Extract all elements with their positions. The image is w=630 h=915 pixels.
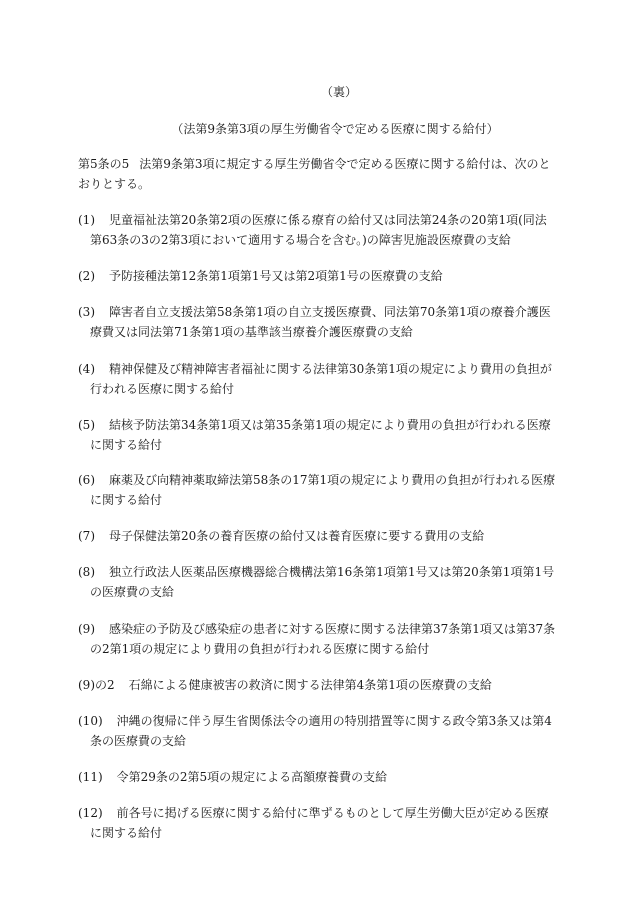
item-number: (7): [78, 529, 95, 543]
item-text: 石綿による健康被害の救済に関する法律第4条第1項の医療費の支給: [128, 678, 492, 692]
item-text: 独立行政法人医薬品医療機器総合機構法第16条第1項第1号又は第20条第1項第1号の医療費の支給: [90, 565, 555, 599]
article-text: 法第9条第3項に規定する厚生労働省令で定める医療に関する給付は、次のとおりとする。: [78, 157, 551, 191]
item-number: (8): [78, 565, 95, 579]
article-caption: （法第9条第3項の厚生労働省令で定める医療に関する給付）: [171, 122, 499, 136]
item-number: (9)の2: [78, 678, 115, 692]
list-item: [78, 302, 556, 342]
item-number: (10): [78, 714, 103, 728]
list-item: [78, 803, 556, 843]
item-number: (9): [78, 622, 95, 636]
list-item: [78, 767, 556, 787]
list-item: [78, 526, 556, 546]
list-item: [78, 675, 556, 695]
item-number: (3): [78, 305, 95, 319]
item-number: (5): [78, 418, 95, 432]
item-text: 母子保健法第20条の養育医療の給付又は養育医療に要する費用の支給: [109, 529, 485, 543]
item-text: 障害者自立支援法第58条第1項の自立支援医療費、同法第70条第1項の療養介護医療費又は同法第71条第1項の基準該当療養介護医療費の支給: [90, 305, 551, 339]
item-text: 児童福祉法第20条第2項の医療に係る療育の給付又は同法第24条の20第1項(同法第63条の3の2第3項において適用する場合を含む。)の障害児施設医療費の支給: [90, 213, 547, 247]
article-paragraph: [78, 154, 556, 194]
item-text: 麻薬及び向精神薬取締法第58条の17第1項の規定により費用の負担が行われる医療に関する給付: [90, 473, 556, 507]
item-number: (11): [78, 770, 103, 784]
item-text: 前各号に掲げる医療に関する給付に準ずるものとして厚生労働大臣が定める医療に関する給付: [90, 806, 549, 840]
list-item: [78, 266, 556, 286]
list-item: [78, 619, 556, 659]
item-text: 精神保健及び精神障害者福祉に関する法律第30条第1項の規定により費用の負担が行われる医療に関する給付: [90, 362, 552, 396]
item-text: 沖縄の復帰に伴う厚生省関係法令の適用の特別措置等に関する政令第3条又は第4条の医療費の支給: [90, 714, 552, 748]
item-number: (4): [78, 362, 95, 376]
item-text: 感染症の予防及び感染症の患者に対する医療に関する法律第37条第1項又は第37条の2第1項の規定により費用の負担が行われる医療に関する給付: [90, 622, 556, 656]
item-text: 予防接種法第12条第1項第1号又は第2項第1号の医療費の支給: [109, 269, 443, 283]
item-text: 令第29条の2第5項の規定による高額療養費の支給: [116, 770, 388, 784]
item-number: (6): [78, 473, 95, 487]
list-item: [78, 359, 556, 399]
item-number: (2): [78, 269, 95, 283]
list-item: [78, 210, 556, 250]
back-side-mark: （裏）: [320, 85, 357, 99]
list-item: [78, 711, 556, 751]
list-item: [78, 470, 556, 510]
item-number: (1): [78, 213, 95, 227]
list-item: [78, 415, 556, 455]
article-number: 第5条の5: [78, 157, 130, 171]
list-item: [78, 562, 556, 602]
item-number: (12): [78, 806, 103, 820]
item-text: 結核予防法第34条第1項又は第35条第1項の規定により費用の負担が行われる医療に関する給付: [90, 418, 551, 452]
